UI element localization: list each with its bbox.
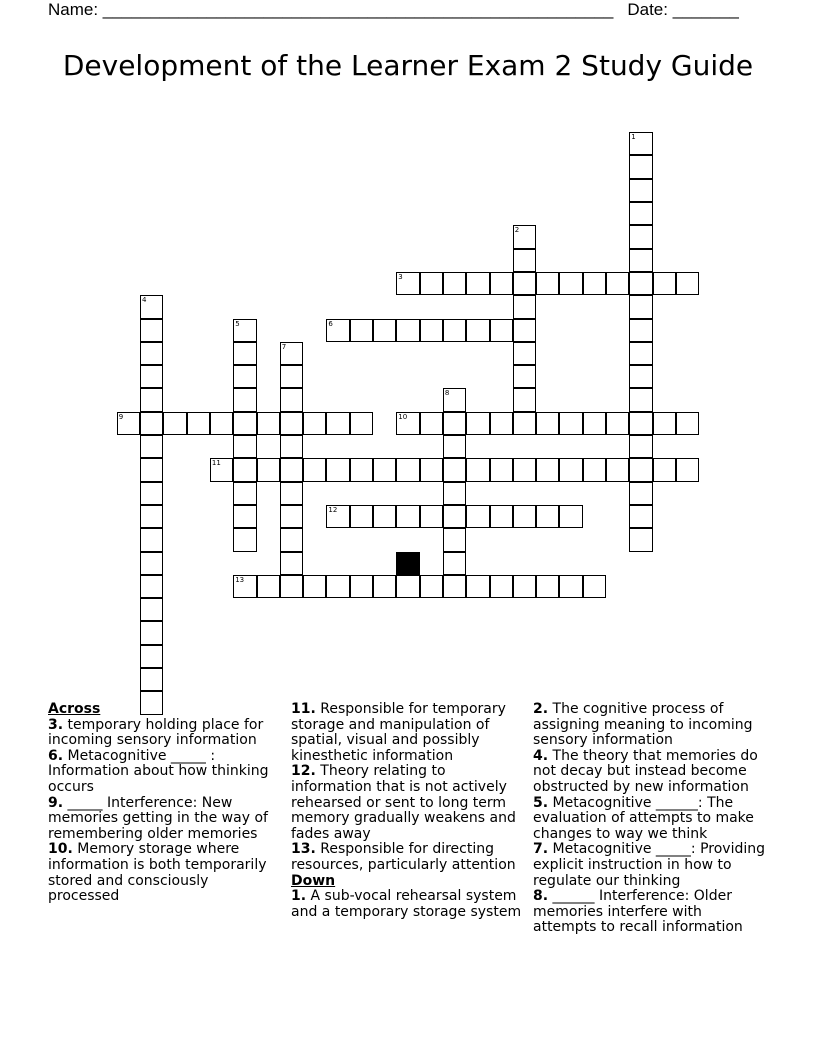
crossword-cell[interactable] (280, 482, 303, 505)
crossword-cell[interactable] (536, 412, 559, 435)
crossword-cell[interactable] (583, 412, 606, 435)
crossword-cell[interactable] (629, 342, 652, 365)
crossword-cell[interactable] (396, 319, 419, 342)
crossword-cell[interactable] (117, 412, 140, 435)
crossword-cell[interactable] (140, 365, 163, 388)
crossword-cell[interactable] (490, 319, 513, 342)
crossword-cell[interactable] (233, 365, 256, 388)
crossword-cell[interactable] (163, 412, 186, 435)
crossword-cell[interactable] (140, 319, 163, 342)
crossword-cell[interactable] (233, 388, 256, 411)
crossword-cell[interactable] (466, 458, 489, 481)
crossword-cell[interactable] (303, 458, 326, 481)
crossword-cell[interactable] (606, 272, 629, 295)
crossword-cell[interactable] (420, 458, 443, 481)
crossword-cell[interactable] (629, 388, 652, 411)
clue-down-8: 8. ______ Interference: Older memories interfere with attempts to recall information (533, 888, 743, 936)
crossword-cell[interactable] (373, 458, 396, 481)
clue-across-11: 11. Responsible for temporary storage and manipulation of spatial, visual and possibly kinesthetic information (291, 701, 506, 764)
crossword-cell[interactable] (490, 505, 513, 528)
clue-across-9: 9. _____ Interference: New memories getting in the way of remembering older memories (48, 794, 268, 842)
crossword-cell[interactable] (280, 505, 303, 528)
crossword-cell[interactable] (466, 412, 489, 435)
crossword-cell[interactable] (140, 435, 163, 458)
crossword-cell[interactable] (443, 482, 466, 505)
crossword-cell[interactable] (513, 412, 536, 435)
crossword-cell[interactable] (629, 458, 652, 481)
clue-across-3: 3. temporary holding place for incoming sensory information (48, 716, 264, 749)
crossword-cell[interactable] (396, 412, 419, 435)
crossword-cell[interactable] (350, 458, 373, 481)
crossword-cell[interactable] (629, 365, 652, 388)
clue-number: 11 (211, 459, 221, 468)
crossword-cell[interactable] (303, 575, 326, 598)
crossword-cell[interactable] (233, 319, 256, 342)
crossword-cell[interactable] (513, 505, 536, 528)
crossword-cell[interactable] (420, 272, 443, 295)
page-title: Development of the Learner Exam 2 Study Guide (62, 49, 754, 82)
crossword-cell[interactable] (443, 505, 466, 528)
crossword-cell[interactable] (140, 342, 163, 365)
across-heading: Across (48, 701, 101, 717)
crossword-cell[interactable] (280, 412, 303, 435)
crossword-cell[interactable] (653, 412, 676, 435)
crossword-cell[interactable] (210, 458, 233, 481)
clue-number: 2 (514, 226, 520, 235)
crossword-cell[interactable] (350, 575, 373, 598)
crossword-cell[interactable] (350, 505, 373, 528)
crossword-cell[interactable] (210, 412, 233, 435)
crossword-cell[interactable] (140, 505, 163, 528)
crossword-cell[interactable] (187, 412, 210, 435)
crossword-cell[interactable] (513, 319, 536, 342)
name-field[interactable]: Name: ______________________________________________________ (48, 0, 614, 19)
crossword-cell[interactable] (280, 458, 303, 481)
crossword-cell[interactable] (443, 575, 466, 598)
crossword-cell[interactable] (629, 528, 652, 551)
down-heading: Down (291, 872, 336, 889)
crossword-cell[interactable] (583, 575, 606, 598)
crossword-cell[interactable] (490, 458, 513, 481)
crossword-cell[interactable] (629, 319, 652, 342)
crossword-cell[interactable] (350, 319, 373, 342)
crossword-cell[interactable] (513, 342, 536, 365)
crossword-cell[interactable] (559, 272, 582, 295)
clue-number: 5 (235, 319, 240, 328)
crossword-cell[interactable] (513, 388, 536, 411)
crossword-cell[interactable] (443, 528, 466, 551)
clue-number: 7 (281, 342, 287, 351)
crossword-cell[interactable] (140, 388, 163, 411)
crossword-cell[interactable] (233, 435, 256, 458)
crossword-cell[interactable] (303, 412, 326, 435)
crossword-cell[interactable] (280, 365, 303, 388)
crossword-cell[interactable] (280, 552, 303, 575)
crossword-cell[interactable] (140, 598, 163, 621)
crossword-cell[interactable] (629, 249, 652, 272)
crossword-cell[interactable] (536, 575, 559, 598)
clues-column-2 (291, 702, 527, 920)
crossword-cell[interactable] (373, 319, 396, 342)
crossword-cell[interactable] (373, 505, 396, 528)
crossword-cell[interactable] (536, 505, 559, 528)
crossword-cell[interactable] (280, 388, 303, 411)
clue-down-4: 4. The theory that memories do not decay but instead become obstructed by new information (533, 747, 758, 795)
crossword-cell[interactable] (676, 458, 699, 481)
clues-column-1 (48, 702, 280, 905)
clue-across-13: 13. Responsible for directing resources, particularly attention (291, 841, 516, 873)
clue-across-10: 10. Memory storage where information is both temporarily stored and consciously processed (48, 841, 267, 905)
clue-down-1: 1. A sub-vocal rehearsal system and a temporary storage system (291, 888, 522, 920)
crossword-cell[interactable] (326, 458, 349, 481)
crossword-cell[interactable] (513, 225, 536, 248)
crossword-cell[interactable] (676, 272, 699, 295)
crossword-cell[interactable] (490, 272, 513, 295)
crossword-cell[interactable] (140, 458, 163, 481)
clue-number: 8 (444, 389, 450, 398)
crossword-cell[interactable] (280, 435, 303, 458)
crossword-cell[interactable] (233, 505, 256, 528)
crossword-cell[interactable] (559, 412, 582, 435)
crossword-cell[interactable] (140, 482, 163, 505)
crossword-cell[interactable] (140, 668, 163, 691)
clue-number: 12 (328, 505, 338, 514)
crossword-cell[interactable] (629, 225, 652, 248)
crossword-cell[interactable] (280, 575, 303, 598)
crossword-cell[interactable] (280, 342, 303, 365)
crossword-cell[interactable] (140, 528, 163, 551)
clue-number: 6 (328, 319, 333, 328)
crossword-cell[interactable] (629, 295, 652, 318)
crossword-cell[interactable] (443, 412, 466, 435)
crossword-cell[interactable] (326, 412, 349, 435)
clue-number: 4 (142, 296, 147, 305)
crossword-cell[interactable] (233, 575, 256, 598)
crossword-cell[interactable] (233, 342, 256, 365)
crossword-cell[interactable] (443, 319, 466, 342)
clue-across-12: 12. Theory relating to information that is not actively rehearsed or sent to long term memory gradually weakens and fades away (291, 763, 516, 842)
crossword-cell[interactable] (350, 412, 373, 435)
crossword-cell[interactable] (396, 505, 419, 528)
crossword-cell[interactable] (629, 155, 652, 178)
crossword-cell[interactable] (420, 505, 443, 528)
crossword-cell[interactable] (140, 552, 163, 575)
clue-number: 10 (398, 412, 408, 421)
crossword-cell[interactable] (583, 458, 606, 481)
crossword-cell[interactable] (676, 412, 699, 435)
crossword-cell[interactable] (140, 295, 163, 318)
crossword-cell[interactable] (396, 575, 419, 598)
clue-number: 9 (118, 412, 124, 421)
crossword-cell[interactable] (490, 412, 513, 435)
crossword-cell[interactable] (233, 528, 256, 551)
crossword-cell[interactable] (326, 575, 349, 598)
crossword-cell[interactable] (140, 412, 163, 435)
crossword-cell[interactable] (420, 319, 443, 342)
crossword-cell[interactable] (466, 505, 489, 528)
crossword-cell[interactable] (629, 272, 652, 295)
crossword-cell[interactable] (536, 458, 559, 481)
clue-down-2: 2. The cognitive process of assigning meaning to incoming sensory information (533, 701, 753, 749)
crossword-cell[interactable] (513, 365, 536, 388)
crossword-cell[interactable] (629, 482, 652, 505)
crossword-cell[interactable] (629, 202, 652, 225)
clue-down-7: 7. Metacognitive _____: Providing explicit instruction in how to regulate our thinking (533, 841, 766, 889)
crossword-cell[interactable] (257, 458, 280, 481)
crossword-cell[interactable] (326, 505, 349, 528)
crossword-cell[interactable] (140, 645, 163, 668)
crossword-cell[interactable] (466, 575, 489, 598)
crossword-cell[interactable] (490, 575, 513, 598)
crossword-cell[interactable] (513, 458, 536, 481)
crossword-cell[interactable] (140, 621, 163, 644)
crossword-cell[interactable] (559, 575, 582, 598)
crossword-cell[interactable] (257, 575, 280, 598)
crossword-cell[interactable] (583, 272, 606, 295)
crossword-cell[interactable] (443, 388, 466, 411)
crossword-cell[interactable] (606, 412, 629, 435)
crossword-cell[interactable] (420, 412, 443, 435)
crossword-cell[interactable] (629, 505, 652, 528)
crossword-cell[interactable] (443, 458, 466, 481)
crossword-cell[interactable] (606, 458, 629, 481)
crossword-cell[interactable] (629, 132, 652, 155)
crossword-cell[interactable] (513, 575, 536, 598)
crossword-cell[interactable] (513, 272, 536, 295)
crossword-cell[interactable] (443, 272, 466, 295)
crossword-cell[interactable] (629, 179, 652, 202)
crossword-cell[interactable] (559, 458, 582, 481)
crossword-cell[interactable] (466, 272, 489, 295)
crossword-cell[interactable] (396, 458, 419, 481)
crossword-cell[interactable] (257, 412, 280, 435)
date-field[interactable]: Date: _______ (627, 0, 739, 19)
crossword-cell[interactable] (513, 249, 536, 272)
clue-across-6: 6. Metacognitive _____ : Information about how thinking occurs (48, 747, 269, 795)
crossword-cell[interactable] (653, 458, 676, 481)
clue-number: 3 (398, 272, 403, 281)
crossword-cell[interactable] (653, 272, 676, 295)
crossword-cell[interactable] (443, 435, 466, 458)
crossword-cell[interactable] (536, 272, 559, 295)
crossword-cell[interactable] (396, 272, 419, 295)
clue-number: 13 (235, 575, 245, 584)
crossword-cell[interactable] (466, 319, 489, 342)
crossword-cell[interactable] (629, 435, 652, 458)
clue-number: 1 (631, 133, 636, 142)
crossword-cell[interactable] (140, 575, 163, 598)
crossword-cell[interactable] (443, 552, 466, 575)
crossword-cell[interactable] (420, 575, 443, 598)
clues-column-3 (533, 702, 769, 936)
crossword-cell[interactable] (233, 482, 256, 505)
crossword-cell[interactable] (513, 295, 536, 318)
crossword-cell[interactable] (559, 505, 582, 528)
blocked-cell (396, 552, 419, 575)
crossword-cell[interactable] (280, 528, 303, 551)
crossword-cell[interactable] (233, 412, 256, 435)
crossword-cell[interactable] (629, 412, 652, 435)
crossword-cell[interactable] (326, 319, 349, 342)
crossword-cell[interactable] (233, 458, 256, 481)
crossword-cell[interactable] (373, 575, 396, 598)
clue-down-5: 5. Metacognitive ______: The evaluation of attempts to make changes to way we think (533, 794, 754, 842)
